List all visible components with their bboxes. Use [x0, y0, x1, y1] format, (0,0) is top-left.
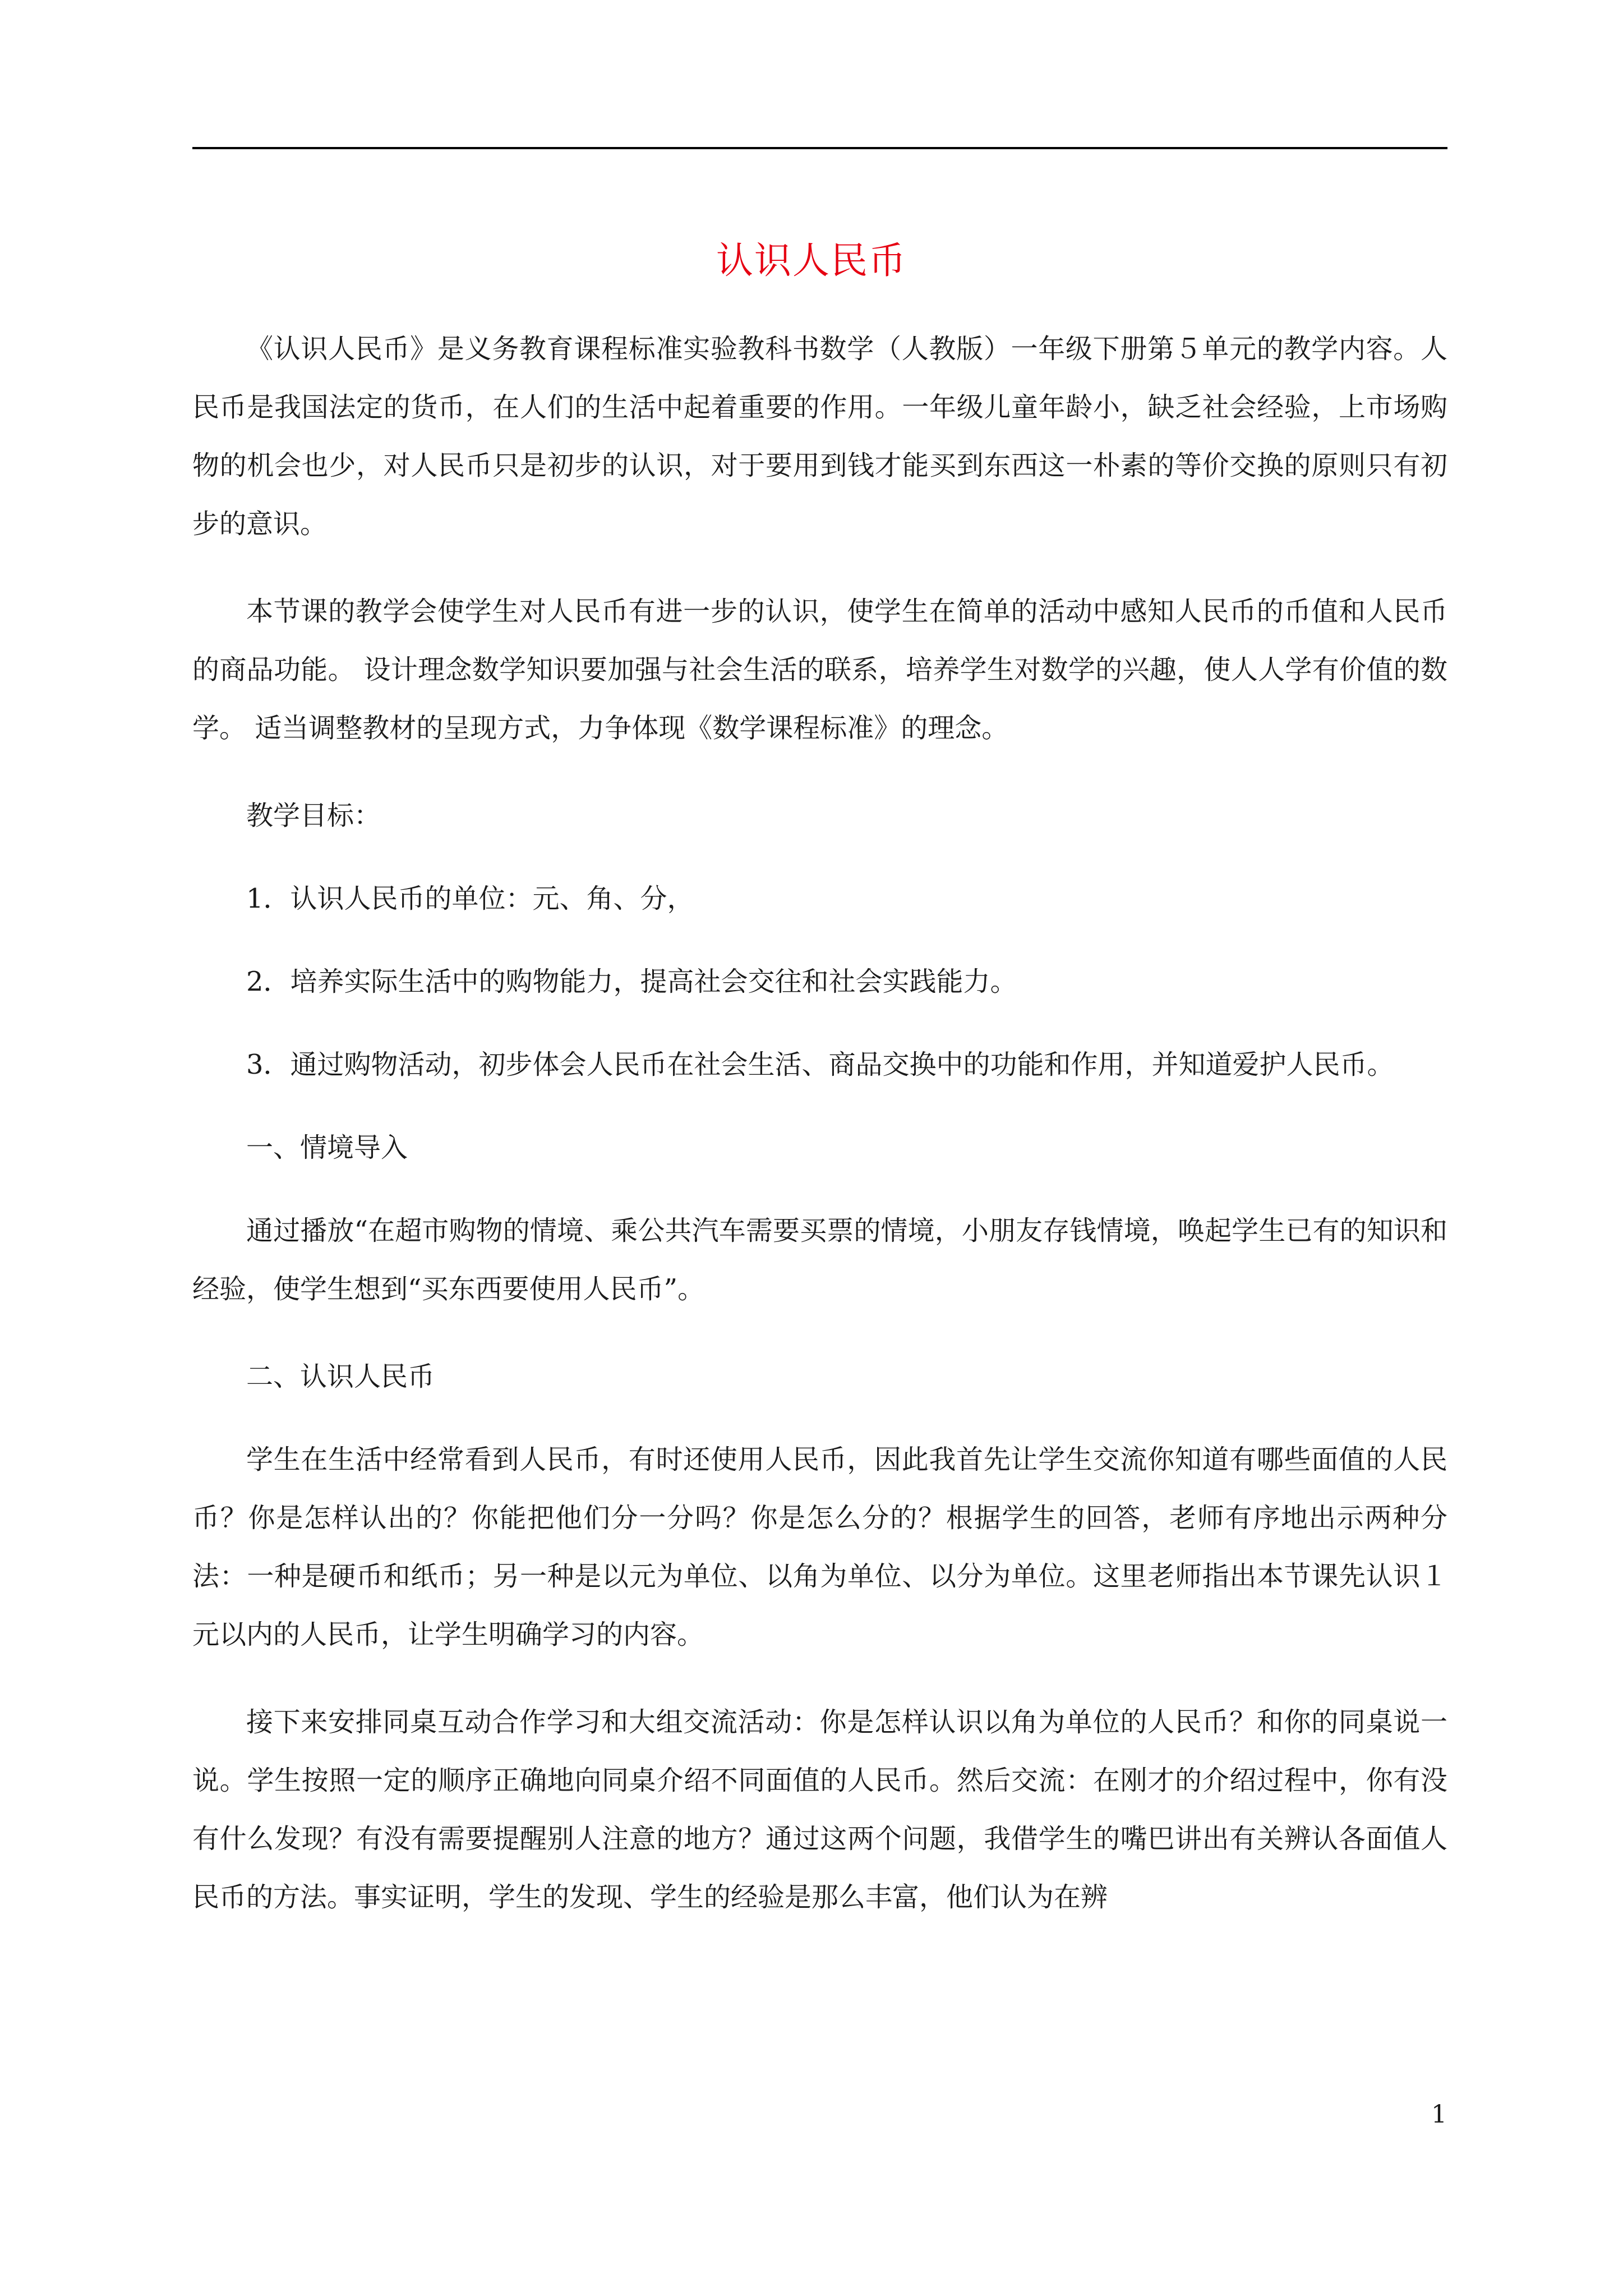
paragraph-scenario: 通过播放“在超市购物的情境、乘公共汽车需要买票的情境，小朋友存钱情境，唤起学生已有的知识和经验，使学生想到“买东西要使用人民币”。: [192, 1215, 1447, 1305]
goal-item-3: 3．通过购物活动，初步体会人民币在社会生活、商品交换中的功能和作用，并知道爱护人民币。: [246, 1049, 1394, 1080]
heading-teaching-goals: 教学目标：: [246, 800, 381, 831]
paragraph-cooperation: 接下来安排同桌互动合作学习和大组交流活动：你是怎样认识以角为单位的人民币？和你的同桌说一说。学生按照一定的顺序正确地向同桌介绍不同面值的人民币。然后交流：在刚才的介绍过程中，你有没有什么发现？有没有需要提醒别人注意的地方？通过这两个问题，我借学生的嘴巴讲出有关辨认各面值人民币的方法。事实证明，学生的发现、学生的经验是那么丰富，他们认为在辨: [192, 1706, 1447, 1913]
goal-item-1: 1．认识人民币的单位：元、角、分，: [246, 883, 694, 914]
paragraph-recognize: 学生在生活中经常看到人民币，有时还使用人民币，因此我首先让学生交流你知道有哪些面值的人民币？你是怎样认出的？你能把他们分一分吗？你是怎么分的？根据学生的回答，老师有序地出示两种分法：一种是硬币和纸币；另一种是以元为单位、以角为单位、以分为单位。这里老师指出本节课先认识１元以内的人民币，让学生明确学习的内容。: [192, 1444, 1447, 1650]
paragraph-intro: 《认识人民币》是义务教育课程标准实验教科书数学（人教版）一年级下册第５单元的教学内容。人民币是我国法定的货币，在人们的生活中起着重要的作用。一年级儿童年龄小，缺乏社会经验，上市场购物的机会也少，对人民币只是初步的认识，对于要用到钱才能买到东西这一朴素的等价交换的原则只有初步的意识。: [192, 333, 1447, 540]
section-heading-1: 一、情境导入: [246, 1132, 408, 1163]
header-rule: [192, 147, 1447, 149]
goal-item-2: 2．培养实际生活中的购物能力，提高社会交往和社会实践能力。: [246, 966, 1017, 997]
section-heading-2: 二、认识人民币: [246, 1361, 435, 1392]
paragraph-lesson-design: 本节课的教学会使学生对人民币有进一步的认识，使学生在简单的活动中感知人民币的币值和人民币的商品功能。 设计理念数学知识要加强与社会生活的联系，培养学生对数学的兴趣，使人人学有价值的数学。 适当调整教材的呈现方式，力争体现《数学课程标准》的理念。: [192, 596, 1447, 744]
document-body: [192, 320, 1447, 1955]
page-number: 1: [1431, 2100, 1447, 2129]
page-title: 认识人民币: [716, 239, 907, 282]
